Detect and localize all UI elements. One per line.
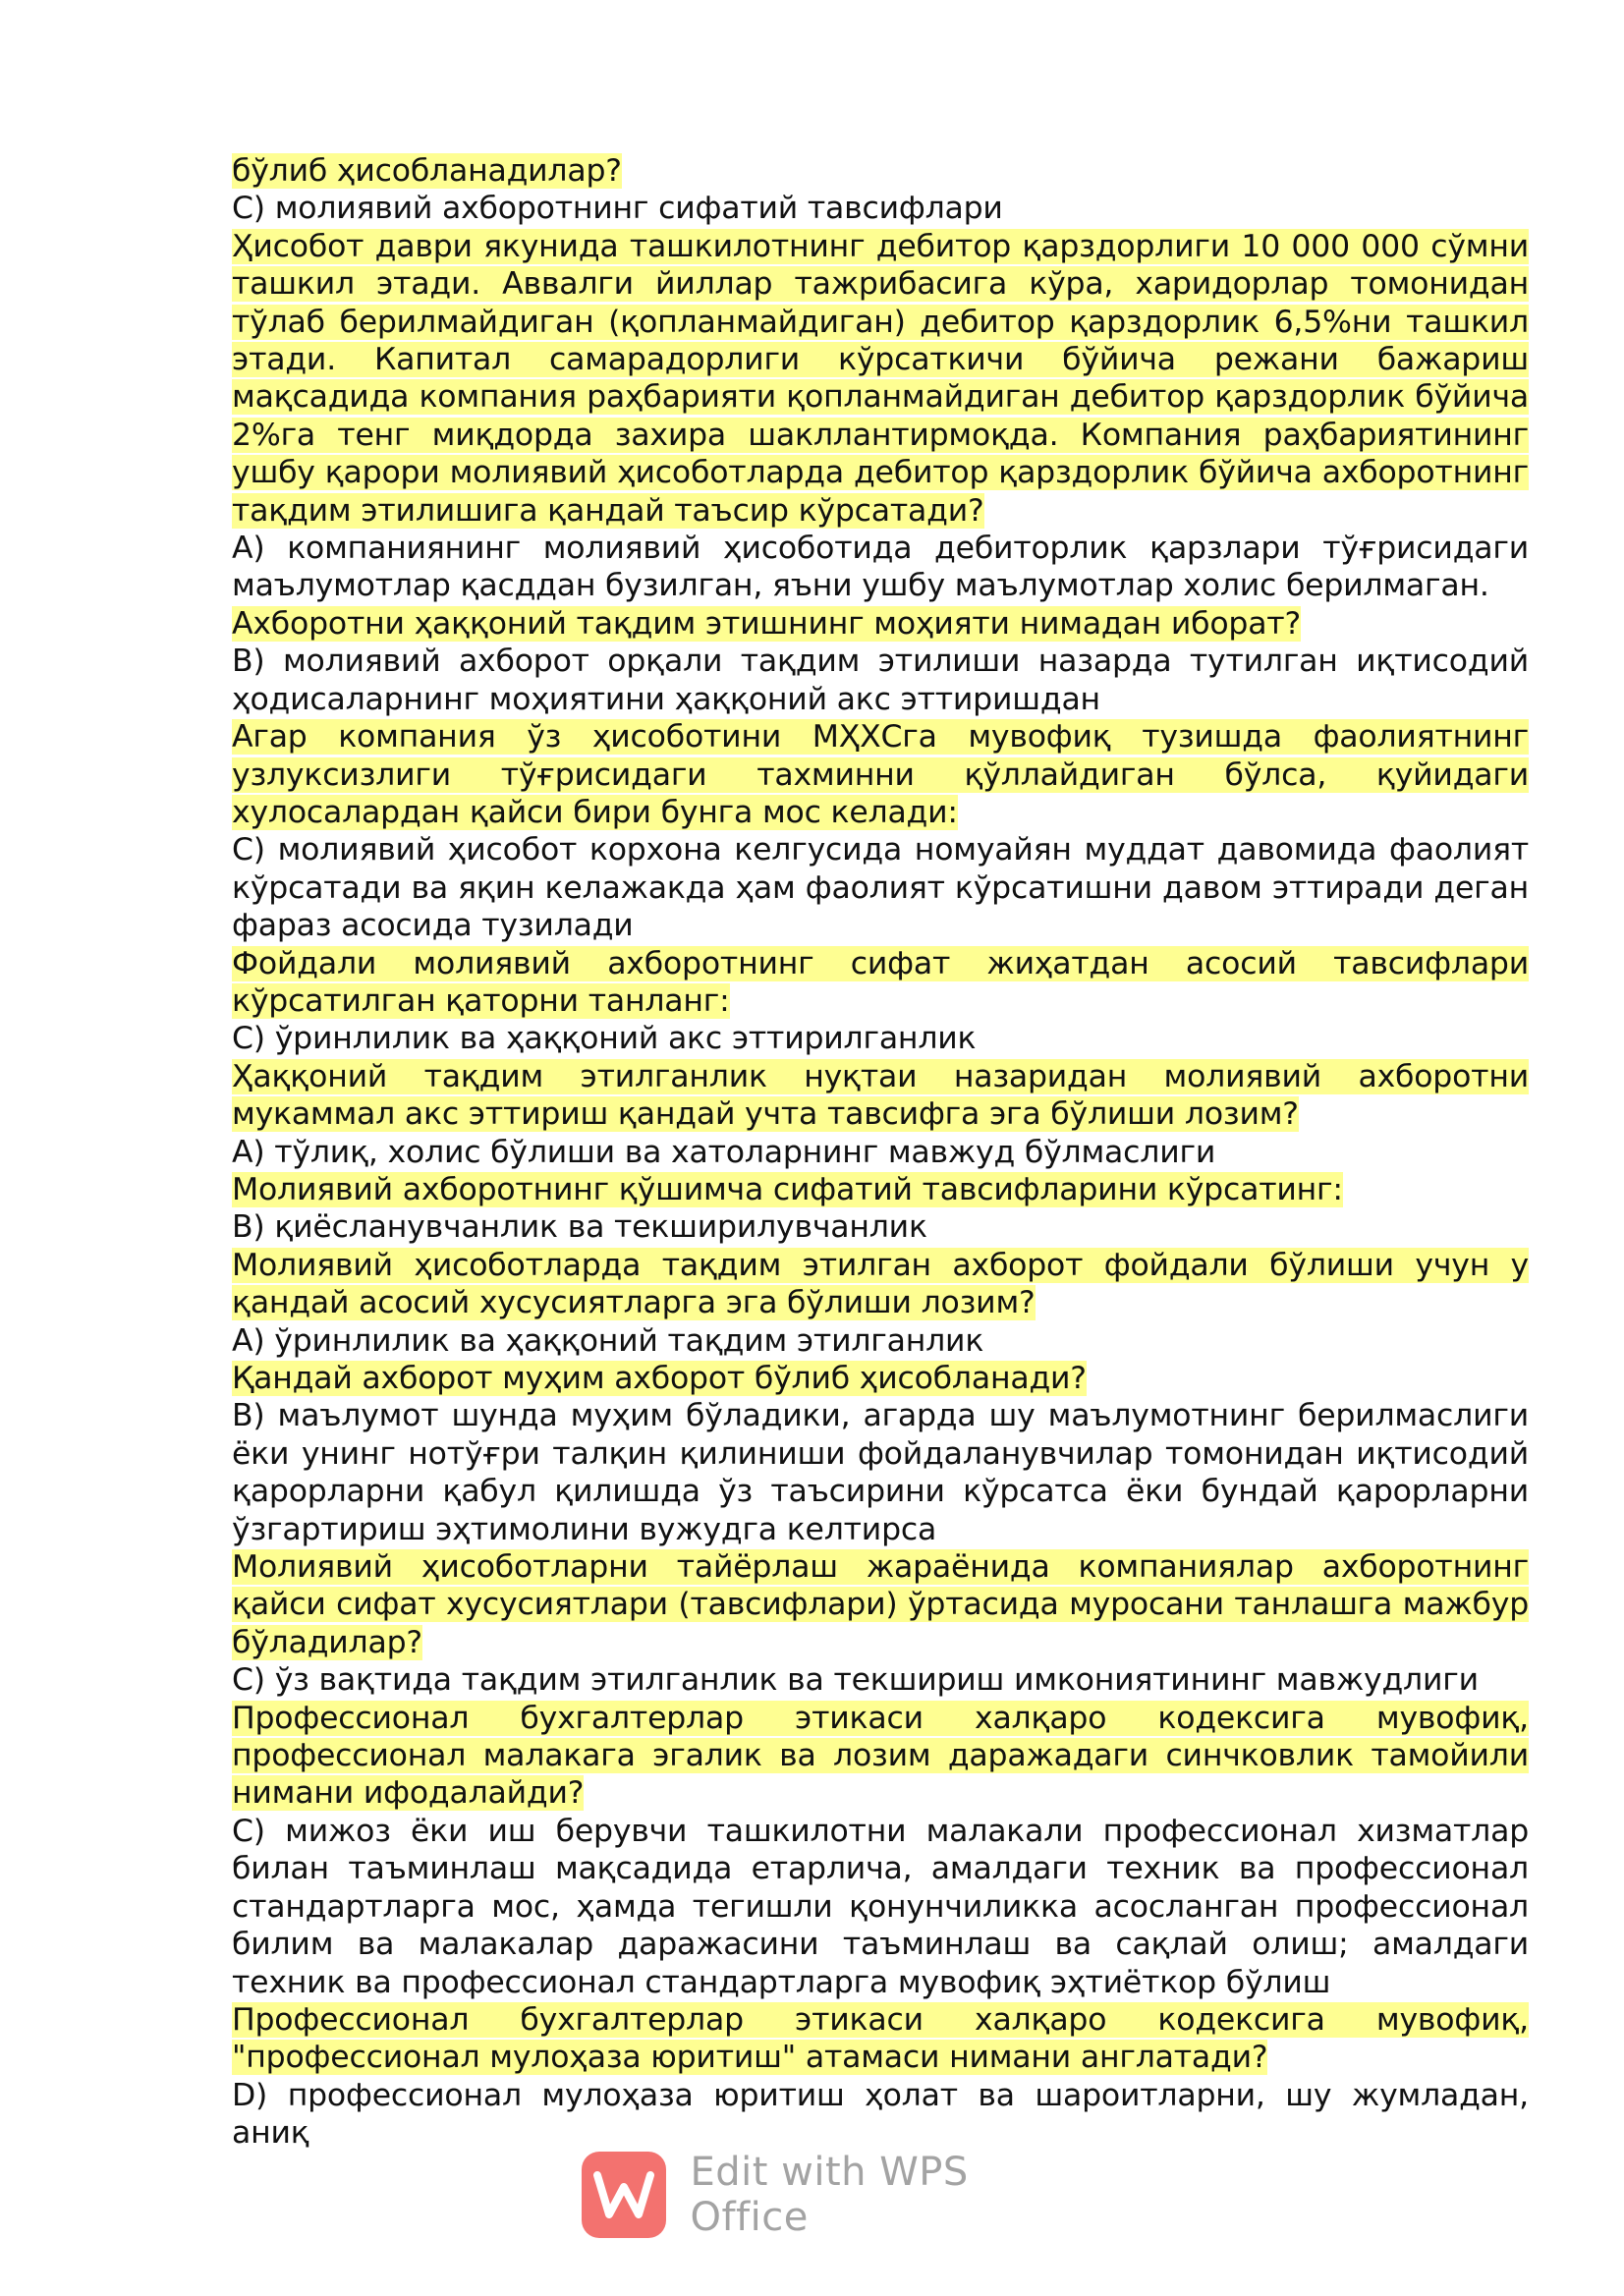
- answer-letter: C): [232, 191, 265, 227]
- question-text: Ахборотни ҳаққоний тақдим этишнинг моҳияти нимадан иборат?: [232, 605, 1301, 642]
- question-paragraph: [232, 2001, 1529, 2077]
- wps-w-logo-icon: [582, 2152, 666, 2238]
- question-paragraph: [232, 228, 1529, 530]
- question-text: бўлиб ҳисобланадилар?: [232, 153, 622, 189]
- answer-paragraph: [232, 530, 1529, 605]
- answer-letter: C): [232, 1813, 265, 1849]
- answer-letter: A): [232, 1322, 265, 1359]
- answer-text: маълумот шунда муҳим бўладики, агарда шу маълумотнинг берилмаслиги ёки унинг нотўғри талқин қилиниши фойдаланувчилар томонидан иқтисодий қарорларни қабул қилишда ўз таъсирини кўрсатса ёки бундай қарорларни ўзгартириш эҳтимолини вужудга келтирса: [232, 1398, 1529, 1547]
- answer-letter: C): [232, 832, 265, 868]
- answer-letter: B): [232, 644, 265, 680]
- question-paragraph: [232, 718, 1529, 831]
- answer-text: тўлиқ, холис бўлиши ва хатоларнинг мавжуд бўлмаслиги: [264, 1134, 1216, 1170]
- answer-text: молиявий ахборотнинг сифатий тавсифлари: [264, 191, 1003, 227]
- question-paragraph: [232, 1548, 1529, 1661]
- answer-text: ўринлилик ва ҳаққоний тақдим этилганлик: [264, 1322, 984, 1359]
- answer-paragraph: [232, 1322, 1529, 1360]
- answer-text: молиявий ҳисобот корхона келгусида номуайян муддат давомида фаолият кўрсатади ва яқин келажакда ҳам фаолият кўрсатишни давом эттиради деган фараз асосида тузилади: [232, 832, 1529, 944]
- answer-paragraph: [232, 1813, 1529, 2001]
- answer-paragraph: [232, 1020, 1529, 1057]
- wps-w-glyph: [593, 2169, 654, 2220]
- answer-letter: D): [232, 2077, 268, 2113]
- question-text: Молиявий ҳисоботларда тақдим этилган ахборот фойдали бўлиши учун у қандай асосий хусусиятларга эга бўлиши лозим?: [232, 1247, 1529, 1321]
- question-paragraph: [232, 945, 1529, 1021]
- answer-letter: B): [232, 1398, 265, 1434]
- answer-text: компаниянинг молиявий ҳисоботида дебиторлик қарзлари тўғрисидаги маълумотлар қасддан бузилган, яъни ушбу маълумотлар холис берилмаган.: [232, 531, 1529, 604]
- question-text: Ҳаққоний тақдим этилганлик нуқтаи назаридан молиявий ахборотни мукаммал акс эттириш қандай учта тавсифга эга бўлиши лозим?: [232, 1058, 1529, 1133]
- question-paragraph: [232, 1247, 1529, 1322]
- answer-paragraph: [232, 2077, 1529, 2153]
- question-text: Профессионал бухгалтерлар этикаси халқаро кодексига мувофиқ, профессионал малакага эгалик ва лозим даражадаги синчковлик тамойили нимани ифодалайди?: [232, 1700, 1529, 1812]
- question-text: Ҳисобот даври якунида ташкилотнинг дебитор қарздорлиги 10 000 000 сўмни ташкил этади. Аввалги йиллар тажрибасига кўра, харидорлар томонидан тўлаб берилмайдиган (қопланмайдиган) дебитор қарздорлик 6,5%ни ташкил этади. Капитал самарадорлиги кўрсаткичи бўйича режани бажариш мақсадида компания раҳбарияти қопланмайдиган дебитор қарздорлик бўйича 2%га тенг миқдорда захира шакллантирмоқда. Компания раҳбариятининг ушбу қарори молиявий ҳисоботларда дебитор қарздорлик бўйича ахборотнинг тақдим этилишига қандай таъсир кўрсатади?: [232, 228, 1529, 529]
- question-paragraph: [232, 1171, 1529, 1208]
- answer-text: ўринлилик ва ҳаққоний акс эттирилганлик: [264, 1021, 977, 1057]
- answer-text: профессионал мулоҳаза юритиш ҳолат ва шароитларни, шу жумладан, аниқ: [232, 2077, 1529, 2152]
- question-text: Фойдали молиявий ахборотнинг сифат жиҳатдан асосий тавсифлари кўрсатилган қаторни танланг:: [232, 945, 1529, 1019]
- answer-paragraph: [232, 1397, 1529, 1548]
- question-text: Молиявий ҳисоботларни тайёрлаш жараёнида компаниялар ахборотнинг қайси сифат хусусиятлари (тавсифлари) ўртасида муросани танлашга мажбур бўладилар?: [232, 1549, 1529, 1660]
- answer-paragraph: [232, 190, 1529, 227]
- question-paragraph: [232, 605, 1529, 643]
- answer-text: ўз вақтида тақдим этилганлик ва текшириш имкониятининг мавжудлиги: [264, 1662, 1479, 1699]
- document-page: [232, 152, 1529, 2153]
- answer-text: мижоз ёки иш берувчи ташкилотни малакали профессионал хизматлар билан таъминлаш мақсадида етарлича, амалдаги техник ва профессионал стандартларга мос, ҳамда тегишли қонунчиликка асосланган профессионал билим ва малакалар даражасини таъминлаш ва сақлай олиш; амалдаги техник ва профессионал стандартларга мувофиқ эҳтиёткор бўлиш: [232, 1813, 1529, 2000]
- answer-paragraph: [232, 831, 1529, 944]
- question-text: Агар компания ўз ҳисоботини МҲХСга мувофиқ тузишда фаолиятнинг узлуксизлиги тўғрисидаги тахминни қўллайдиган бўлса, қуйидаги хулосалардан қайси бири бунга мос келади:: [232, 719, 1529, 830]
- question-paragraph: [232, 152, 1529, 190]
- answer-text: молиявий ахборот орқали тақдим этилиши назарда тутилган иқтисодий ҳодисаларнинг моҳиятини ҳаққоний акс эттиришдан: [232, 644, 1529, 717]
- answer-letter: A): [232, 531, 265, 567]
- answer-paragraph: [232, 643, 1529, 718]
- answer-letter: A): [232, 1134, 265, 1170]
- question-paragraph: [232, 1360, 1529, 1397]
- question-text: Профессионал бухгалтерлар этикаси халқаро кодексига мувофиқ, "профессионал мулоҳаза юритиш" атамаси нимани англатади?: [232, 2001, 1529, 2076]
- wps-watermark[interactable]: [582, 2148, 1092, 2242]
- answer-text: қиёсланувчанлик ва текширилувчанлик: [264, 1209, 927, 1246]
- question-text: Молиявий ахборотнинг қўшимча сифатий тавсифларини кўрсатинг:: [232, 1171, 1343, 1207]
- answer-letter: C): [232, 1021, 265, 1057]
- answer-paragraph: [232, 1661, 1529, 1699]
- question-paragraph: [232, 1058, 1529, 1134]
- answer-paragraph: [232, 1134, 1529, 1171]
- question-paragraph: [232, 1700, 1529, 1813]
- answer-letter: C): [232, 1662, 265, 1699]
- question-text: Қандай ахборот муҳим ахборот бўлиб ҳисобланади?: [232, 1361, 1087, 1396]
- answer-paragraph: [232, 1208, 1529, 1246]
- wps-watermark-text: Edit with WPS Office: [690, 2150, 969, 2240]
- answer-letter: B): [232, 1209, 265, 1246]
